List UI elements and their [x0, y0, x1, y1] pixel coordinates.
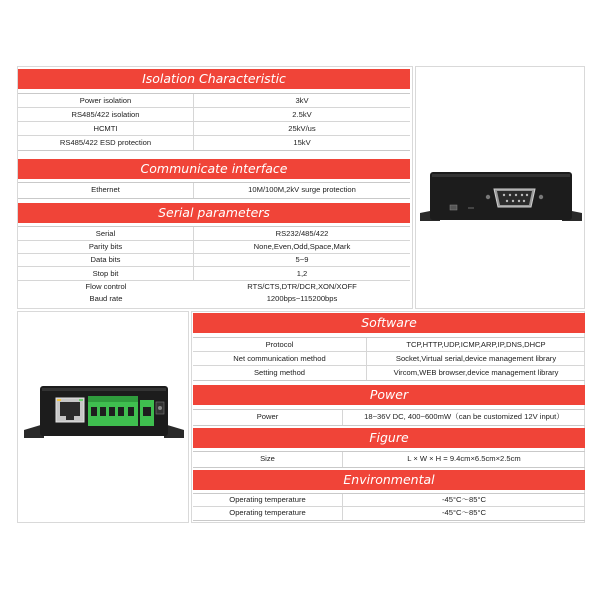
row-value: 10M/100M,2kV surge protection: [248, 185, 356, 194]
table-row: [193, 494, 585, 507]
figure-table: [193, 451, 585, 468]
table-row: [18, 293, 410, 305]
table-row: [18, 227, 410, 241]
table-row: [18, 254, 410, 267]
environmental-header: Environmental: [193, 470, 585, 490]
table-row: [18, 267, 410, 281]
row-key: Stop bit: [18, 267, 194, 280]
row-key: HCMTI: [18, 122, 194, 135]
row-key: Ethernet: [18, 183, 194, 198]
device-rear-view: [418, 165, 584, 225]
software-table: [193, 337, 585, 381]
software-header: Software: [193, 313, 585, 333]
row-value: 18~36V DC, 400~600mW（can be customized 12V input）: [364, 412, 564, 421]
row-value: 3kV: [295, 96, 309, 105]
row-key: Power isolation: [18, 94, 194, 107]
row-value: 5~9: [295, 255, 309, 264]
power-header: Power: [193, 385, 585, 405]
table-row: [193, 452, 585, 467]
serial-table: [18, 226, 410, 305]
table-row: [193, 410, 585, 425]
row-key: Net communication method: [193, 352, 367, 365]
table-row: [193, 507, 585, 520]
serial-header: Serial parameters: [18, 203, 410, 223]
terminal-block-icon: [88, 396, 154, 426]
row-value: 15kV: [293, 138, 311, 147]
row-key: Flow control: [85, 282, 127, 291]
row-key: Serial: [18, 227, 194, 240]
rj45-port-icon: [56, 398, 84, 422]
table-row: [193, 338, 585, 352]
table-row: [18, 281, 410, 293]
row-value: TCP,HTTP,UDP,ICMP,ARP,IP,DNS,DHCP: [406, 340, 546, 349]
row-value: Socket,Virtual serial,device management library: [395, 354, 557, 363]
row-key: Setting method: [193, 366, 367, 380]
row-key: Parity bits: [18, 241, 194, 253]
table-row: [18, 183, 410, 198]
row-key: Data bits: [18, 254, 194, 266]
isolation-table: [18, 93, 410, 151]
row-value: 1200bps~115200bps: [266, 294, 338, 303]
figure-header: Figure: [193, 428, 585, 448]
row-value: L × W × H = 9.4cm×6.5cm×2.5cm: [407, 454, 521, 463]
communicate-table: [18, 182, 410, 199]
row-value: 1,2: [296, 269, 308, 278]
communicate-header: Communicate interface: [18, 159, 410, 179]
row-key: Baud rate: [89, 294, 123, 303]
row-key: Operating temperature: [193, 507, 343, 520]
row-key: Operating temperature: [193, 494, 343, 506]
row-value: -45°C～85°C: [441, 495, 487, 504]
row-value: 2.5kV: [292, 110, 312, 119]
row-value: RS232/485/422: [275, 229, 329, 238]
dc-jack-icon: [156, 402, 164, 414]
row-value: 25kV/us: [288, 124, 316, 133]
row-value: None,Even,Odd,Space,Mark: [253, 242, 351, 251]
isolation-header: Isolation Characteristic: [18, 69, 410, 89]
row-value: RTS/CTS,DTR/DCR,XON/XOFF: [247, 282, 357, 291]
table-row: [18, 241, 410, 254]
row-key: Power: [193, 410, 343, 425]
table-row: [18, 94, 410, 108]
table-row: [18, 122, 410, 136]
table-row: [18, 108, 410, 122]
row-value: Vircom,WEB browser,device management library: [393, 368, 559, 377]
row-key: Size: [193, 452, 343, 467]
switch-icon: [450, 205, 457, 210]
row-key: Protocol: [193, 338, 367, 351]
table-row: [18, 136, 410, 150]
row-key: RS485/422 isolation: [18, 108, 194, 121]
environmental-table: [193, 493, 585, 521]
table-row: [193, 366, 585, 380]
power-table: [193, 409, 585, 426]
row-value: -45°C～85°C: [441, 508, 487, 517]
device-front-view: [20, 380, 188, 442]
row-key: RS485/422 ESD protection: [18, 136, 194, 150]
table-row: [193, 352, 585, 366]
